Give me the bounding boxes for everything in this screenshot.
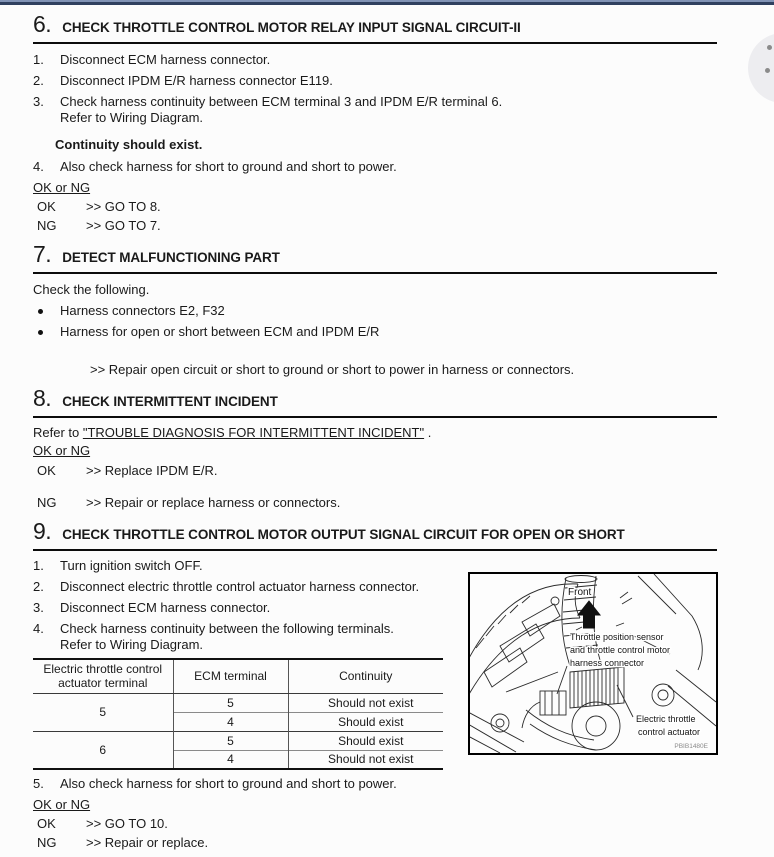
result-row-ng: [33, 218, 717, 234]
manual-page: [33, 12, 717, 851]
result-label: NG: [37, 835, 57, 850]
refer-suffix: .: [424, 425, 432, 440]
result-label: OK: [37, 199, 56, 214]
actuator-terminal-cell: 5: [33, 693, 173, 731]
continuity-emphasis: Continuity should exist.: [55, 137, 203, 152]
continuity-cell: Should not exist: [288, 750, 443, 769]
bullet-icon: [38, 309, 43, 314]
column-header: Electric throttle control actuator terminal: [33, 659, 173, 693]
figure-code: PBIB1480E: [674, 743, 708, 750]
step-text: Disconnect ECM harness connector.: [60, 52, 271, 67]
result-row-ng: [33, 495, 717, 511]
figure-label-line: Electric throttle: [636, 714, 696, 724]
section-6-heading: [33, 12, 717, 40]
result-label: OK: [37, 463, 56, 478]
window-top-bar: [0, 0, 774, 5]
step-text: Disconnect IPDM E/R harness connector E119.: [60, 73, 333, 88]
figure-label-line: and throttle control motor: [570, 645, 671, 655]
step-item: [33, 600, 445, 616]
step-number: 3.: [33, 94, 44, 109]
result-row-ng: [33, 835, 717, 851]
result-action: >> Repair or replace harness or connectors.: [86, 495, 341, 510]
figure-label-line: harness connector: [570, 658, 645, 668]
refer-prefix: Refer to: [33, 425, 83, 440]
bullet-text: Harness for open or short between ECM and IPDM E/R: [60, 324, 380, 339]
section-9-heading: [33, 519, 717, 547]
step-text-line2: Refer to Wiring Diagram.: [60, 110, 204, 125]
check-following-text: Check the following.: [33, 282, 150, 297]
step-text: [60, 94, 717, 126]
throttle-actuator-figure: [468, 572, 718, 755]
ok-or-ng-label: OK or NG: [33, 797, 91, 812]
step-item: [33, 558, 445, 574]
bullet-icon: [38, 330, 43, 335]
heading-rule: [33, 272, 717, 274]
result-label: OK: [37, 816, 56, 831]
bullet-marker: [33, 303, 60, 319]
result-action: >> Repair or replace.: [86, 835, 209, 850]
step-number: 2.: [33, 579, 44, 594]
section-9-left-column: [33, 558, 445, 770]
result-action: >> GO TO 8.: [86, 199, 161, 214]
step-number: 1.: [33, 52, 44, 67]
step-text: Disconnect electric throttle control actuator harness connector.: [60, 579, 420, 594]
table-header-row: [33, 659, 443, 693]
continuity-table: [33, 658, 443, 770]
intermittent-incident-link[interactable]: "TROUBLE DIAGNOSIS FOR INTERMITTENT INCIDENT": [82, 425, 425, 440]
step-number: 4.: [33, 621, 44, 636]
step-item: [33, 621, 445, 653]
ecm-terminal-cell: 4: [173, 750, 288, 769]
step-number: 4.: [33, 159, 44, 174]
bullet-text: Harness connectors E2, F32: [60, 303, 225, 318]
section-title: DETECT MALFUNCTIONING PART: [62, 250, 280, 265]
bullet-item: [33, 303, 717, 319]
section-number: 8.: [33, 385, 52, 411]
step-item: [33, 579, 445, 595]
ecm-terminal-cell: 4: [173, 712, 288, 731]
section-title: CHECK INTERMITTENT INCIDENT: [62, 394, 278, 409]
figure-front-label: Front: [568, 587, 592, 598]
section-title: CHECK THROTTLE CONTROL MOTOR RELAY INPUT SIGNAL CIRCUIT-II: [62, 20, 521, 35]
section-6-steps: [33, 52, 717, 175]
column-header: Continuity: [288, 659, 443, 693]
section-number: 9.: [33, 518, 52, 544]
step-number: 2.: [33, 73, 44, 88]
step-number: 5.: [33, 776, 44, 791]
result-row-ok: [33, 199, 717, 215]
section-number: 7.: [33, 241, 52, 267]
step-text: Turn ignition switch OFF.: [60, 558, 203, 573]
step-number: 1.: [33, 558, 44, 573]
step-text: Disconnect ECM harness connector.: [60, 600, 271, 615]
section-9-body: [33, 558, 717, 770]
heading-rule: [33, 549, 717, 551]
figure-label-line: control actuator: [638, 727, 701, 737]
table-row: [33, 693, 443, 712]
section-title: CHECK THROTTLE CONTROL MOTOR OUTPUT SIGNAL CIRCUIT FOR OPEN OR SHORT: [62, 527, 625, 542]
column-header: ECM terminal: [173, 659, 288, 693]
ok-or-ng-label: OK or NG: [33, 180, 91, 195]
engine-bay-illustration: [470, 574, 716, 753]
step-text-line1: Check harness continuity between the following terminals.: [60, 621, 394, 636]
step-text-line2: Refer to Wiring Diagram.: [60, 637, 204, 652]
table-row: [33, 731, 443, 750]
drag-dot-icon: [767, 45, 772, 50]
result-label: NG: [37, 495, 57, 510]
bullet-marker: [33, 324, 60, 340]
drag-dot-icon: [765, 68, 770, 73]
step-item: [33, 73, 717, 89]
repair-action-text: >> Repair open circuit or short to ground or short to power in harness or connectors.: [90, 362, 575, 377]
step-item: [33, 52, 717, 68]
actuator-terminal-cell: 6: [33, 731, 173, 769]
step-item: [33, 159, 717, 175]
result-row-ok: [33, 816, 717, 832]
result-action: >> Replace IPDM E/R.: [86, 463, 218, 478]
continuity-cell: Should exist: [288, 731, 443, 750]
front-arrow-icon: [578, 601, 600, 628]
ecm-terminal-cell: 5: [173, 731, 288, 750]
section-number: 6.: [33, 11, 52, 37]
ok-or-ng-label: OK or NG: [33, 443, 91, 458]
step-text: [60, 621, 445, 653]
result-action: >> GO TO 10.: [86, 816, 168, 831]
step-text: Also check harness for short to ground and short to power.: [60, 776, 397, 791]
floating-scroll-widget[interactable]: [748, 33, 774, 103]
step-number: 3.: [33, 600, 44, 615]
step-item: [33, 94, 717, 126]
heading-rule: [33, 42, 717, 44]
step-text: Also check harness for short to ground and short to power.: [60, 159, 397, 174]
section-7-heading: [33, 242, 717, 270]
ecm-terminal-cell: 5: [173, 693, 288, 712]
result-action: >> GO TO 7.: [86, 218, 161, 233]
result-row-ok: [33, 463, 717, 479]
step-item: [33, 776, 717, 792]
result-label: NG: [37, 218, 57, 233]
section-8-heading: [33, 386, 717, 414]
refer-line: [33, 425, 717, 441]
figure-label-line: Throttle position sensor: [570, 632, 664, 642]
bullet-item: [33, 324, 717, 340]
step-text-line1: Check harness continuity between ECM terminal 3 and IPDM E/R terminal 6.: [60, 94, 503, 109]
continuity-cell: Should exist: [288, 712, 443, 731]
heading-rule: [33, 416, 717, 418]
continuity-cell: Should not exist: [288, 693, 443, 712]
